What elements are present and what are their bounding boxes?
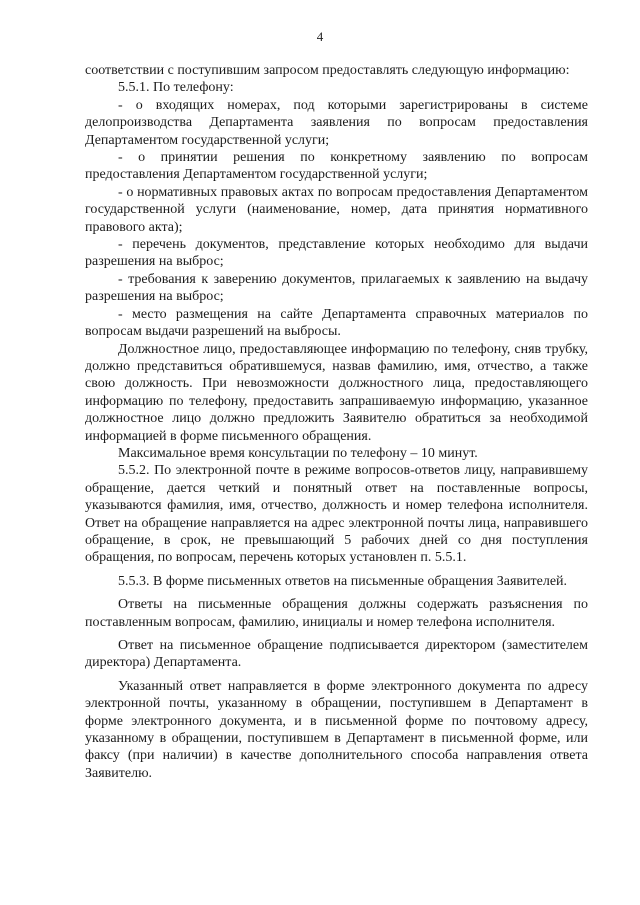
document-body (85, 62, 588, 782)
page-number: 4 (316, 29, 324, 44)
paragraph: - требования к заверению документов, прилагаемых к заявлению на выдачу разрешения на выброс; (85, 271, 588, 305)
paragraph: Должностное лицо, предоставляющее информацию по телефону, сняв трубку, должно представиться обратившемуся, назвав фамилию, имя, отчество, а также свою должность. При невозможности должностного лица, предоставляющего информацию по телефону, предоставить запрашиваемую информацию, указанное должностное лицо должно предложить Заявителю обратиться за необходимой информацией в форме письменного обращения. (85, 341, 588, 444)
paragraph: Ответы на письменные обращения должны содержать разъяснения по поставленным вопросам, фамилию, инициалы и номер телефона исполнителя. (85, 597, 588, 630)
paragraph: - о входящих номерах, под которыми зарегистрированы в системе делопроизводства Департамента заявления по вопросам предоставления Департаментом государственной услуги; (85, 97, 588, 148)
paragraph: - место размещения на сайте Департамента справочных материалов по вопросам выдачи разрешений на выбросы. (85, 306, 588, 340)
paragraph: - перечень документов, представление которых необходимо для выдачи разрешения на выброс; (85, 237, 588, 270)
paragraph: 5.5.2. По электронной почте в режиме вопросов-ответов лицу, направившему обращение, дается четкий и понятный ответ на поставленные вопросы, указываются фамилия, имя, отчество, должность и номер телефона исполнителя. Ответ на обращение направляется на адрес электронной почты лица, направившего обращение, в срок, не превышающий 5 рабочих дней со дня поступления обращения, по вопросам, перечень которых установлен п. 5.5.1. (85, 463, 588, 566)
paragraph: Ответ на письменное обращение подписывается директором (заместителем директора) Департамента. (85, 638, 588, 671)
paragraph: 5.5.1. По телефону: (118, 80, 234, 96)
paragraph: Указанный ответ направляется в форме электронного документа по адресу электронной почты, указанному в обращении, поступившем в Департамент в форме электронного документа, и в письменной форме по почтовому адресу, указанному в обращении, поступившем в Департамент в письменной форме, или факсу (при наличии) в качестве дополнительного способа направления ответа Заявителю. (85, 678, 588, 781)
paragraph: соответствии с поступившим запросом предоставлять следующую информацию: (85, 63, 570, 78)
paragraph: - о нормативных правовых актах по вопросам предоставления Департаментом государственной услуги (наименование, номер, дата принятия нормативного правового акта); (85, 184, 588, 235)
paragraph: 5.5.3. В форме письменных ответов на письменные обращения Заявителей. (118, 573, 568, 589)
paragraph: Максимальное время консультации по телефону – 10 минут. (118, 445, 478, 461)
paragraph: - о принятии решения по конкретному заявлению по вопросам предоставления Департаментом государственной услуги; (85, 150, 588, 183)
